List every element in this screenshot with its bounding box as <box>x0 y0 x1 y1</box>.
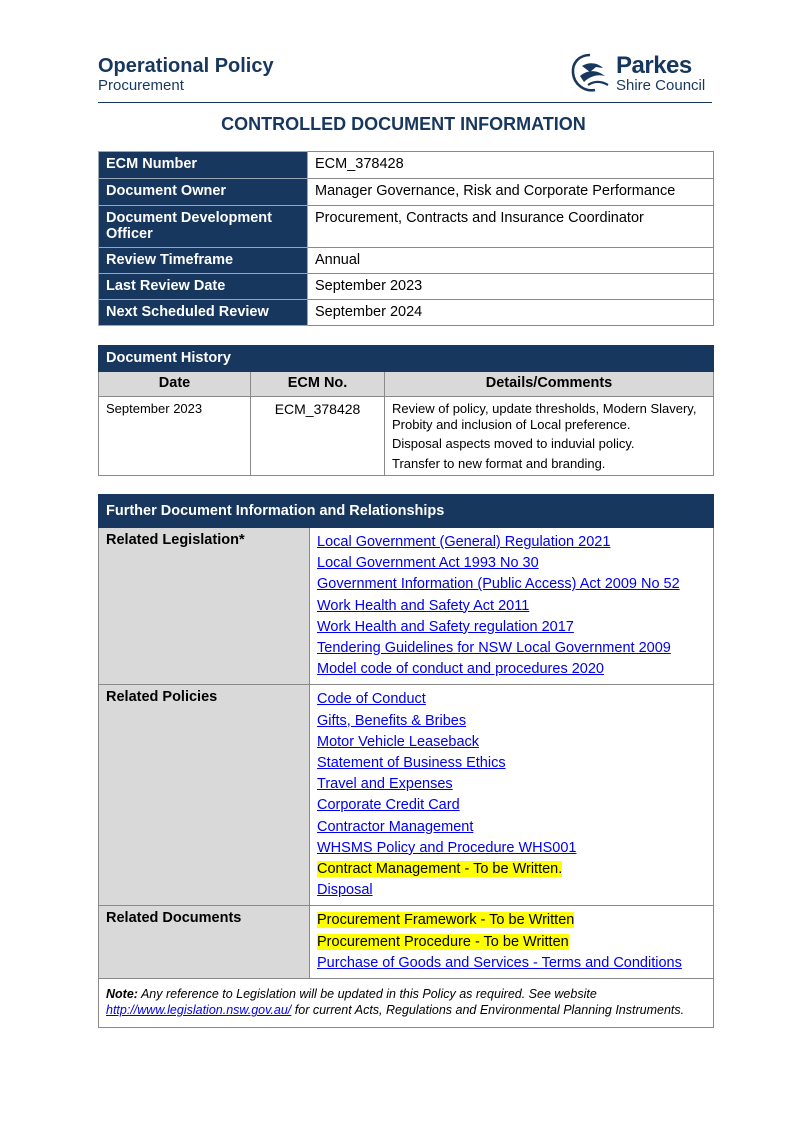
info-key: ECM Number <box>99 152 308 179</box>
info-row <box>99 274 714 300</box>
policy-link[interactable]: Motor Vehicle Leaseback <box>317 733 480 750</box>
history-details <box>385 397 714 476</box>
policy-link[interactable]: WHSMS Policy and Procedure WHS001 <box>317 839 577 856</box>
info-row <box>99 248 714 274</box>
history-date: September 2023 <box>99 397 251 476</box>
header-divider <box>98 102 712 103</box>
info-value: Procurement, Contracts and Insurance Coordinator <box>308 206 714 248</box>
legislation-website-link[interactable]: http://www.legislation.nsw.gov.au/ <box>106 1003 292 1018</box>
history-col-details: Details/Comments <box>385 372 714 397</box>
info-key: Document Owner <box>99 179 308 206</box>
policy-link[interactable]: Contractor Management <box>317 818 474 835</box>
document-subtitle: Procurement <box>98 77 184 94</box>
history-detail-line: Review of policy, update thresholds, Modern Slavery, Probity and inclusion of Local preference. <box>392 401 697 432</box>
info-key: Document Development Officer <box>99 206 308 248</box>
policies-row <box>99 685 714 906</box>
documents-label: Related Documents <box>99 906 310 979</box>
policy-link[interactable]: Travel and Expenses <box>317 776 453 793</box>
document-link[interactable]: Purchase of Goods and Services - Terms and Conditions <box>317 954 682 971</box>
logo-wordmark: Parkes <box>616 52 692 79</box>
note-text: for current Acts, Regulations and Environmental Planning Instruments. <box>291 1003 685 1018</box>
legislation-row <box>99 528 714 685</box>
info-value: September 2023 <box>308 274 714 300</box>
info-value: Manager Governance, Risk and Corporate Performance <box>308 179 714 206</box>
info-key: Review Timeframe <box>99 248 308 274</box>
documents-row <box>99 906 714 979</box>
history-title: Document History <box>99 346 714 372</box>
info-row <box>99 179 714 206</box>
legislation-link[interactable]: Model code of conduct and procedures 2020 <box>317 661 604 678</box>
document-pending-highlight: Procurement Framework - To be Written <box>317 912 575 929</box>
history-col-ecm: ECM No. <box>251 372 385 397</box>
policy-pending-highlight: Contract Management - To be Written. <box>317 861 563 878</box>
document-pending-highlight: Procurement Procedure - To be Written <box>317 933 569 950</box>
council-logo <box>570 52 720 94</box>
document-history-table <box>98 345 714 476</box>
history-ecm: ECM_378428 <box>251 397 385 476</box>
info-row <box>99 152 714 179</box>
policy-link[interactable]: Corporate Credit Card <box>317 797 460 814</box>
documents-links <box>310 906 714 979</box>
legislation-link[interactable]: Local Government (General) Regulation 2021 <box>317 534 611 550</box>
controlled-info-table <box>98 151 714 326</box>
info-row <box>99 300 714 326</box>
info-key: Last Review Date <box>99 274 308 300</box>
info-value: Annual <box>308 248 714 274</box>
legislation-link[interactable]: Tendering Guidelines for NSW Local Government 2009 <box>317 640 671 657</box>
further-info-table <box>98 494 714 1028</box>
note-text: Any reference to Legislation will be updated in this Policy as required. See website <box>137 987 597 1002</box>
history-detail-line: Disposal aspects moved to induvial policy. <box>392 436 635 452</box>
policies-label: Related Policies <box>99 685 310 906</box>
note-row <box>99 979 714 1028</box>
info-value: ECM_378428 <box>308 152 714 179</box>
info-value: September 2024 <box>308 300 714 326</box>
further-title: Further Document Information and Relationships <box>99 495 714 528</box>
history-row <box>99 397 714 476</box>
history-detail-line: Transfer to new format and branding. <box>392 455 606 471</box>
logo-subtitle: Shire Council <box>616 77 706 94</box>
policy-link[interactable]: Code of Conduct <box>317 691 426 708</box>
document-type-title: Operational Policy <box>98 55 274 77</box>
page-title: CONTROLLED DOCUMENT INFORMATION <box>221 114 586 134</box>
legislation-link[interactable]: Work Health and Safety regulation 2017 <box>317 618 574 635</box>
policy-link[interactable]: Gifts, Benefits & Bribes <box>317 712 467 729</box>
info-row <box>99 206 714 248</box>
policies-links <box>310 685 714 906</box>
policy-link[interactable]: Disposal <box>317 882 373 899</box>
parkes-logo-icon <box>570 52 612 94</box>
policy-link[interactable]: Statement of Business Ethics <box>317 755 506 772</box>
legislation-links <box>310 528 714 685</box>
info-key: Next Scheduled Review <box>99 300 308 326</box>
note-label: Note: <box>106 987 138 1002</box>
note <box>99 979 714 1028</box>
legislation-label: Related Legislation* <box>99 528 310 685</box>
legislation-link[interactable]: Work Health and Safety Act 2011 <box>317 597 530 614</box>
history-col-date: Date <box>99 372 251 397</box>
legislation-link[interactable]: Government Information (Public Access) Act 2009 No 52 <box>317 576 680 593</box>
legislation-link[interactable]: Local Government Act 1993 No 30 <box>317 555 539 572</box>
